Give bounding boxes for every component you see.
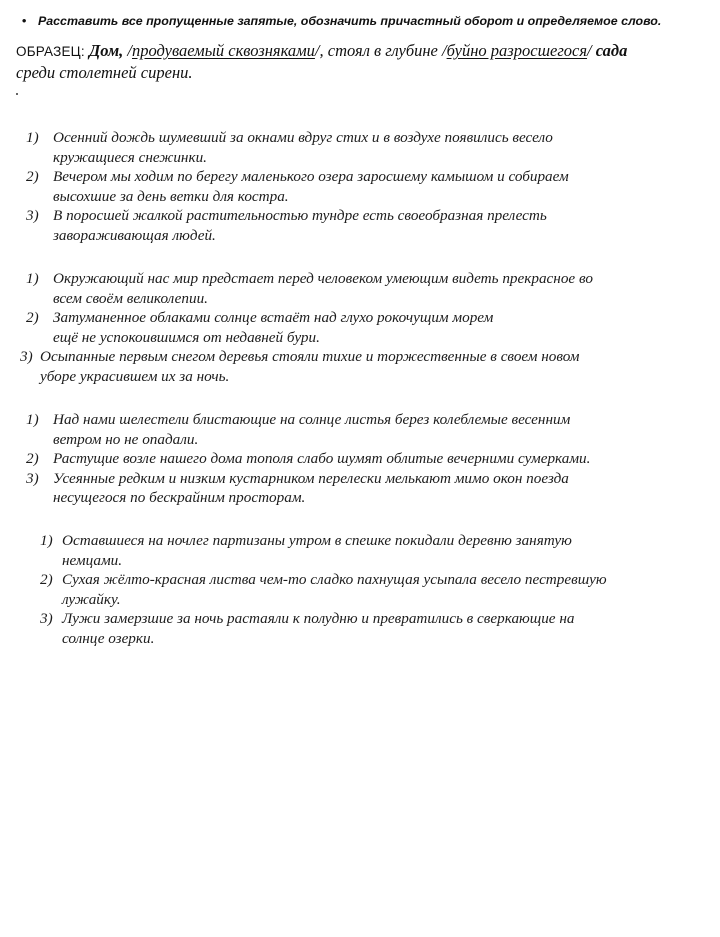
exercise-item	[20, 347, 593, 386]
item-text-line: солнце озерки.	[62, 629, 155, 647]
item-text-line: немцами.	[62, 551, 123, 569]
item-text-line: В поросшей жалкой растительностью тундре есть своеобразная прелесть	[53, 207, 547, 224]
exercise-item	[40, 570, 607, 609]
exercise-item	[40, 609, 607, 648]
item-text-line: Осенний дождь шумевший за окнами вдруг стих и в воздухе появились весело	[53, 129, 553, 146]
item-number: 2)	[26, 168, 39, 185]
exercise-item	[26, 167, 569, 206]
item-number: 1)	[40, 532, 53, 549]
exercise-group-3	[26, 410, 590, 508]
item-number: 2)	[26, 309, 39, 326]
item-number: 3)	[26, 207, 39, 224]
exercise-item	[40, 531, 607, 570]
item-text-line: Сухая жёлто-красная листва чем-то сладко пахнущая усыпала весело пестревшую	[62, 571, 607, 588]
exercise-item	[26, 269, 593, 308]
item-text-line: Усеянные редким и низким кустарником перелески мелькают мимо окон поезда	[53, 469, 569, 487]
item-text-line: Растущие возле нашего дома тополя слабо шумят облитые вечерними сумерками.	[53, 450, 591, 467]
item-number: 2)	[26, 450, 39, 467]
bullet-icon: •	[22, 14, 27, 28]
item-text-line: Лужи замерзшие за ночь растаяли к полудню и превратились в сверкающие на	[62, 610, 575, 627]
sample-example	[16, 40, 706, 83]
sample-defined-word-2: сада	[595, 41, 628, 60]
sample-slash-close: /	[587, 41, 592, 60]
item-number: 3)	[26, 469, 39, 487]
sample-defined-word: Дом,	[88, 41, 124, 60]
sample-participle-phrase-1: продуваемый сквозняками	[131, 41, 315, 60]
item-text-line: ещё не успокоившимся от недавней бури.	[53, 328, 320, 346]
exercise-item	[26, 469, 590, 508]
item-text-line: Вечером мы ходим по берегу маленького озера заросшему камышом и собираем	[53, 168, 569, 185]
exercise-item	[26, 308, 593, 347]
stray-mark	[16, 93, 18, 95]
task-text: Расставить все пропущенные запятые, обозначить причастный оборот и определяемое слово.	[38, 14, 662, 28]
item-number: 1)	[26, 270, 39, 287]
item-text-line: лужайку.	[62, 590, 121, 608]
item-number: 1)	[26, 129, 39, 146]
item-text-line: Затуманенное облаками солнце встаёт над глухо рокочущим морем	[53, 309, 494, 326]
sample-middle-text: /, стоял в глубине /	[314, 41, 447, 60]
item-text-line: Осыпанные первым снегом деревья стояли тихие и торжественные в своем новом	[40, 348, 580, 365]
item-text-line: Над нами шелестели блистающие на солнце листья берез колеблемые весенним	[53, 411, 571, 428]
exercise-item	[26, 128, 569, 167]
item-number: 3)	[20, 348, 33, 365]
exercise-item	[26, 449, 590, 469]
item-text-line: всем своём великолепии.	[53, 289, 208, 307]
item-text-line: кружащиеся снежинки.	[53, 148, 207, 166]
sample-line-2: среди столетней сирени.	[16, 63, 193, 82]
exercise-group-4	[40, 531, 607, 648]
exercise-item	[26, 410, 590, 449]
item-text-line: Окружающий нас мир предстает перед человеком умеющим видеть прекрасное во	[53, 270, 593, 287]
item-text-line: уборе украсившем их за ночь.	[40, 367, 230, 385]
exercise-group-1	[26, 128, 569, 245]
item-text-line: Оставшиеся на ночлег партизаны утром в спешке покидали деревню занятую	[62, 532, 572, 549]
sample-slash-open: /	[123, 41, 132, 60]
item-text-line: завораживающая людей.	[53, 226, 216, 244]
item-number: 3)	[40, 610, 53, 627]
sample-participle-phrase-2: буйно разросшегося	[446, 41, 588, 60]
item-number: 2)	[40, 571, 53, 588]
task-instruction	[22, 13, 712, 29]
sample-label: ОБРАЗЕЦ:	[16, 44, 85, 59]
item-number: 1)	[26, 411, 39, 428]
exercise-group-2	[20, 269, 593, 386]
sample-line-1	[16, 40, 706, 62]
item-text-line: несущегося по бескрайним просторам.	[53, 489, 306, 506]
exercise-item	[26, 206, 569, 245]
item-text-line: высохшие за день ветки для костра.	[53, 187, 289, 205]
item-text-line: ветром но не опадали.	[53, 430, 199, 448]
